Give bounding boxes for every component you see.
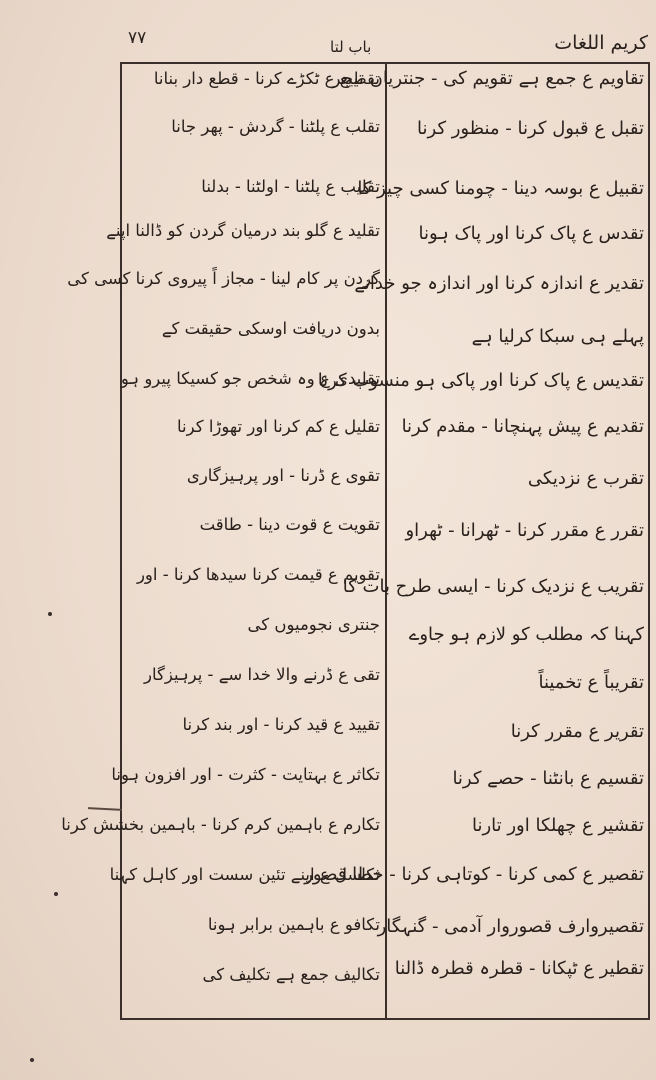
entry: تقلیل ع کم کرنا اور تھوڑا کرنا (177, 417, 380, 436)
entry: تقطیر ع ٹپکانا - قطرہ قطرہ ڈالنا (394, 958, 644, 979)
entry: تقاویم ع جمع ہے تقویم کی - جنتریاں تیجر (331, 68, 644, 89)
entry: تقدیر ع اندازہ کرنا اور اندازہ جو خدانے (354, 273, 644, 294)
page-number: ۷۷ (128, 28, 147, 48)
entry: تقسیم ع بانٹنا - حصے کرنا (452, 768, 644, 789)
book-title: کریم اللغات (554, 32, 648, 54)
entry: تقدس ع پاک کرنا اور پاک ہونا (418, 223, 644, 244)
entry: تقرب ع نزدیکی (527, 468, 644, 489)
entry: تقویم ع قیمت کرنا سیدھا کرنا - اور (136, 565, 380, 584)
entry: تقی ع ڈرنے والا خدا سے - پرہیزگار (144, 665, 380, 684)
entry: تقدیم ع پیش پہنچانا - مقدم کرنا (401, 416, 644, 437)
entry: کہنا کہ مطلب کو لازم ہو جاوے (408, 624, 644, 645)
entry: تقبیل ع بوسہ دینا - چومنا کسی چیز کا (357, 178, 644, 199)
entry: تکارم ع باہمین کرم کرنا - باہمین بخشش کرنا (61, 815, 380, 834)
entry: تقصیر ع کمی کرنا - کوتاہی کرنا - خطا قصور (304, 864, 644, 885)
entry: تقریر ع مقرر کرنا (510, 721, 644, 742)
margin-dot (48, 612, 52, 616)
margin-dot (30, 1058, 34, 1062)
entry: تقرر ع مقرر کرنا - ٹھرانا - ٹھراو (405, 520, 644, 541)
entry: تقلیب ع پلٹنا - اولٹنا - بدلنا (201, 177, 380, 196)
entry: تکافو ع باہمین برابر ہونا (207, 915, 380, 934)
entry: بدون دریافت اوسکی حقیقت کے (161, 319, 380, 338)
entry: تکاسل ع اپنے تئین سست اور کاہل کہنا (109, 865, 380, 884)
entry: تکالیف جمع ہے تکلیف کی (202, 965, 380, 984)
margin-pen-mark (88, 807, 122, 811)
entry: پہلے ہی سبکا کرلیا ہے (471, 326, 644, 347)
entry: تقشیر ع چھلکا اور تارنا (471, 815, 644, 836)
entry: تقدیس ع پاک کرنا اور پاکی ہو منسوب کرنا (317, 370, 644, 391)
entry: تقریباً ع تخمیناً (538, 672, 644, 693)
chapter-heading: باب لتا (330, 38, 372, 56)
entry: تقویت ع قوت دینا - طاقت (199, 515, 380, 534)
entry: تقبل ع قبول کرنا - منظور کرنا (417, 118, 644, 139)
entry: تقلیدی ع وہ شخص جو کسیکا پیرو ہو (120, 369, 380, 388)
entry: تقیید ع قید کرنا - اور بند کرنا (182, 715, 380, 734)
entry: تقلب ع پلٹنا - گردش - پھر جانا (171, 117, 380, 136)
entry: تقریب ع نزدیک کرنا - ایسی طرح بات کا (342, 576, 644, 597)
page-header (0, 28, 656, 64)
left-column (61, 66, 380, 1016)
entry: تکاثر ع بہتایت - کثرت - اور افزون ہونا (111, 765, 380, 784)
entry: گردن پر کام لینا - مجاز اً پیروی کرنا کسی کی (67, 269, 380, 288)
margin-dot (54, 892, 58, 896)
entry: تقوی ع ڈرنا - اور پرہیزگاری (186, 466, 380, 485)
entry: تقلید ع گلو بند درمیان گردن کو ڈالنا اپنے (106, 221, 380, 240)
entry: تقطیع ع ٹکڑے کرنا - قطع دار بنانا (153, 69, 380, 88)
entry: تقصیروارف قصوروار آدمی - گنہگار (377, 916, 644, 937)
entry: جنتری نجومیوں کی (247, 615, 380, 634)
